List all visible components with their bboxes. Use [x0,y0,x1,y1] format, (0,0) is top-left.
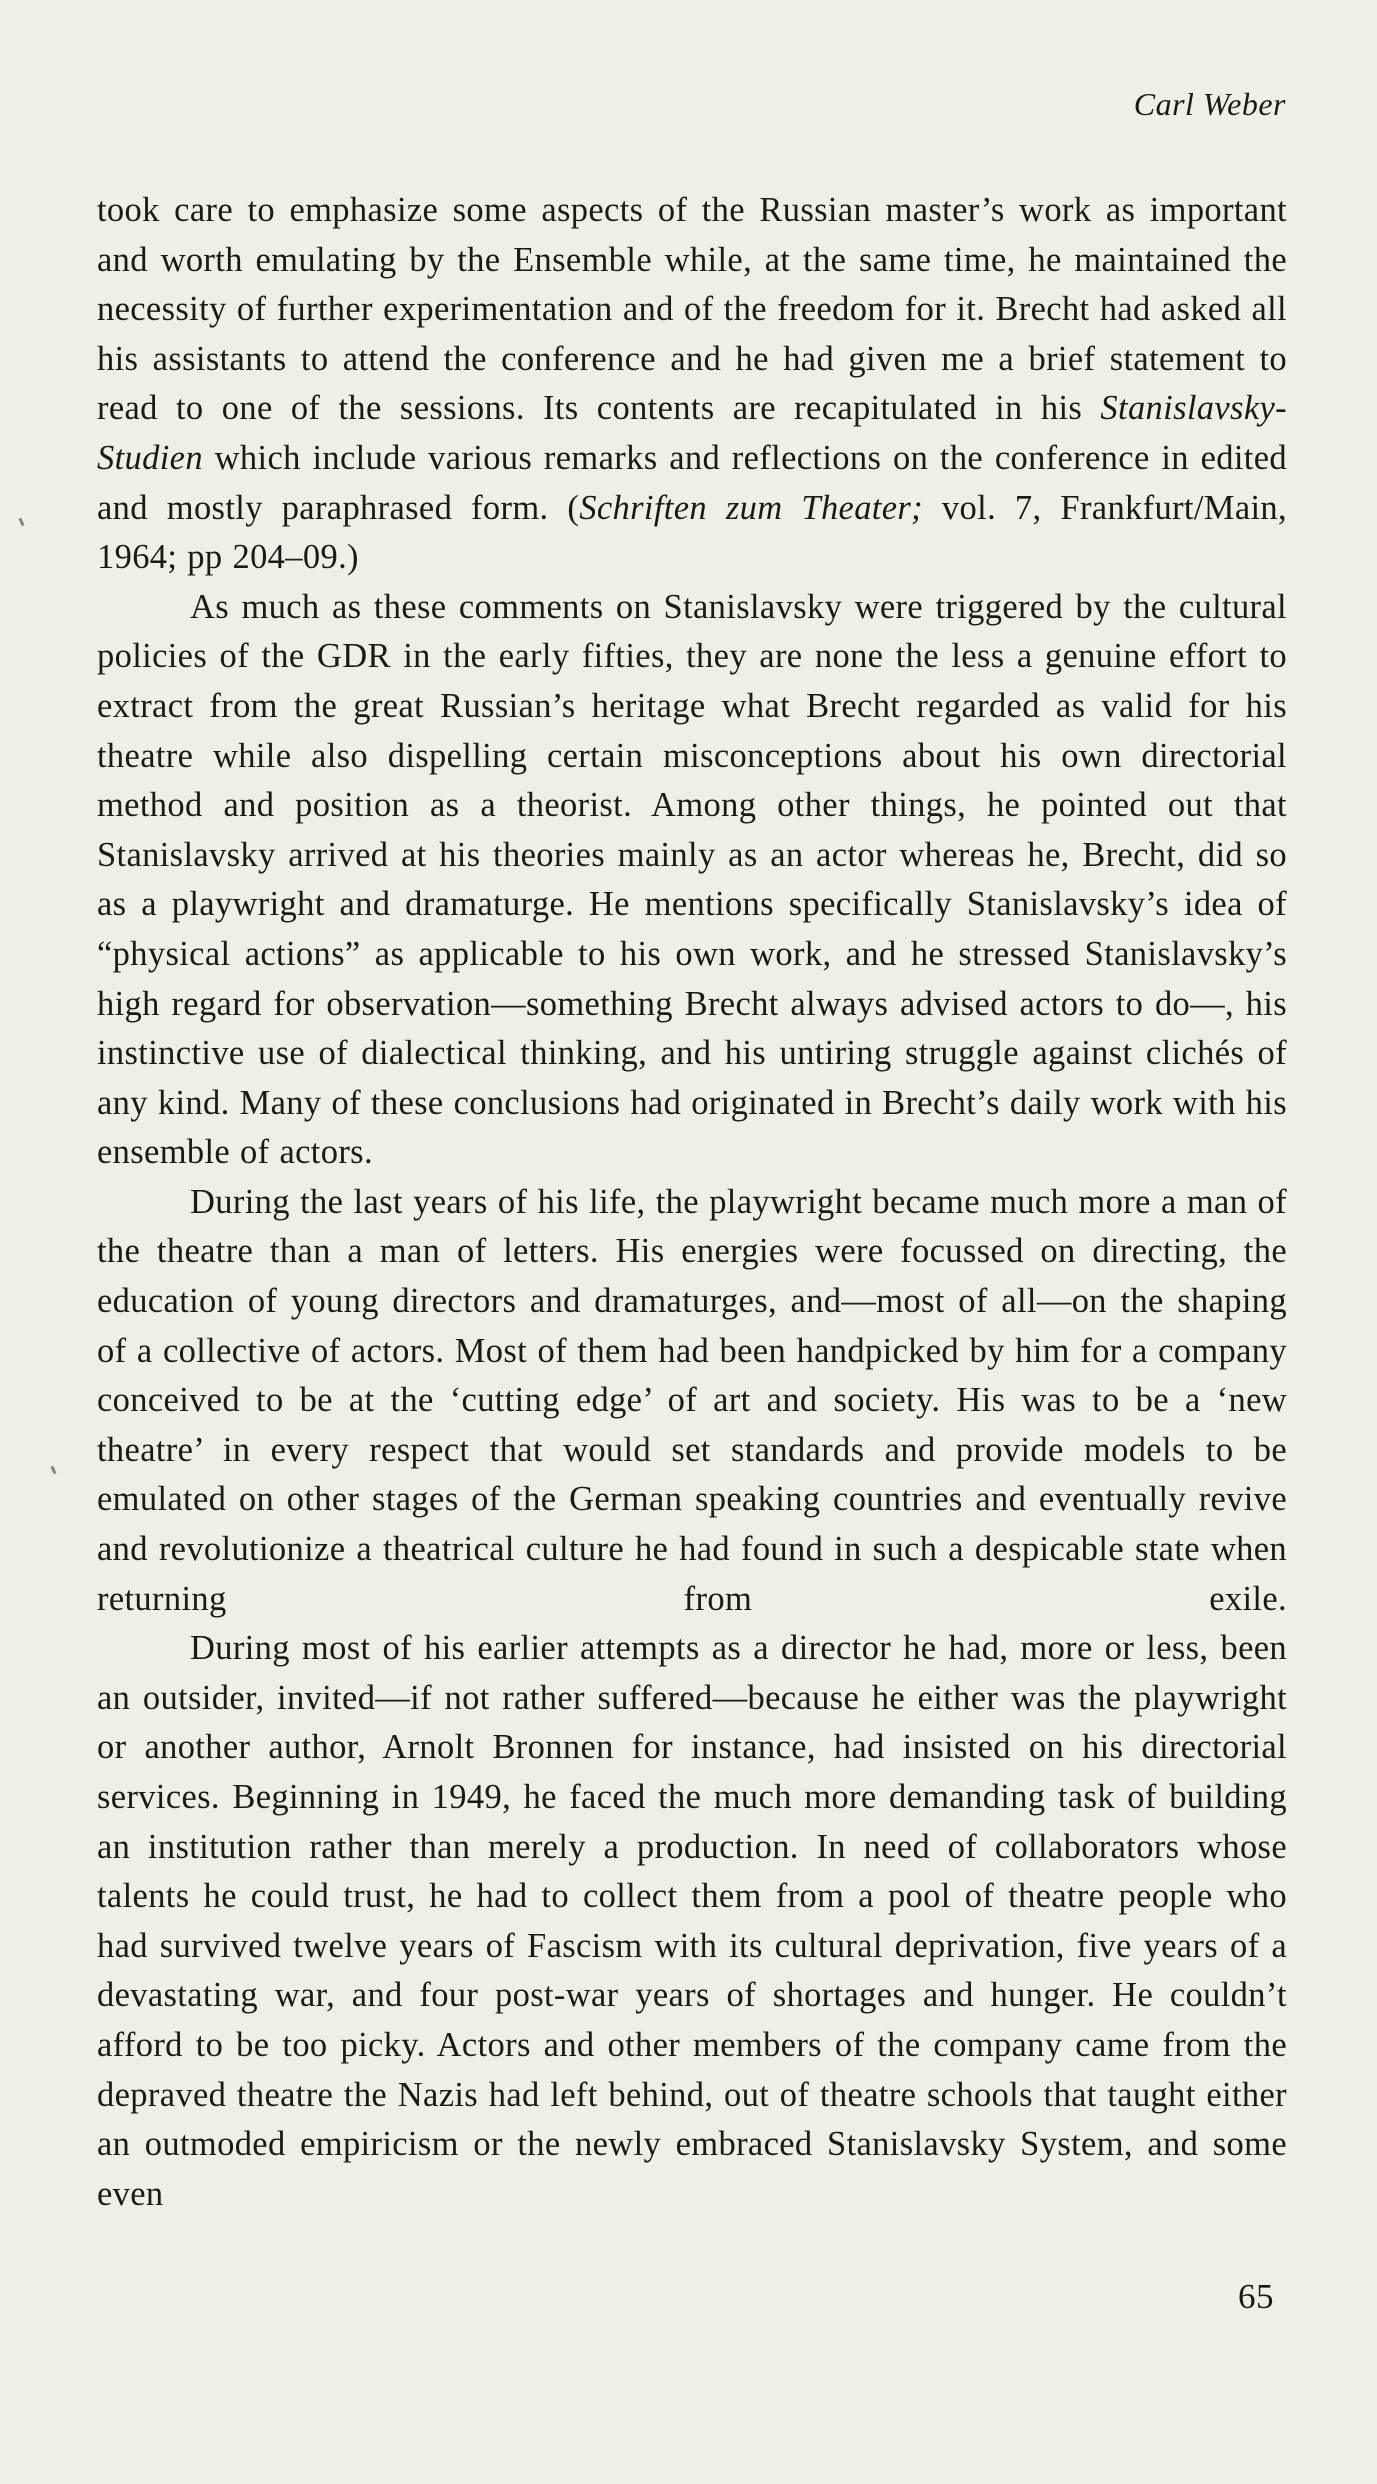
margin-speck [50,1466,56,1475]
citation-text: vol. 7, Frankfurt/Main, 1964; pp 204–09.) [97,488,1287,577]
running-head-author: Carl Weber [1133,86,1286,122]
paragraph-text: took care to emphasize some aspects of the Russian master’s work as important and worth emulating by the Ensemble while, at the same time, he maintained the necessity of further experimentation and of the freedom for it. Brecht had asked all his assistants to attend the conference and he had given me a brief statement to read to one of the sessions. Its contents are recapitulated in his [97,191,1287,428]
paragraph-continuation [97,186,1287,583]
paragraph-last-years: During the last years of his life, the playwright became much more a man of the theatre than a man of letters. His energies were focussed on directing, the education of young directors and dramaturges, and—most of all—on the shaping of a collective of actors. Most of them had been handpicked by him for a company conceived to be at the ‘cutting edge’ of art and society. His was to be a ‘new theatre’ in every respect that would set standards and provide models to be emulated on other stages of the German speaking countries and eventually revive and revolutionize a theatrical culture he had found in such a despicable state when returning from exile. [97,1182,1287,1618]
paragraph-stanislavsky-comments: As much as these comments on Stanislavsky were triggered by the cultural policies of the GDR in the early fifties, they are none the less a genuine effort to extract from the great Russian’s heritage what Brecht regarded as valid for his theatre while also dispelling certain misconceptions about his own directorial method and position as a theorist. Among other things, he pointed out that Stanislavsky arrived at his theories mainly as an actor whereas he, Brecht, did so as a playwright and dramaturge. He mentions specifically Stanislavsky’s idea of “physical actions” as applicable to his own work, and he stressed Stanislavsky’s high regard for observation—something Brecht always advised actors to do—, his instinctive use of dialectical thinking, and his untiring struggle against clichés of any kind. Many of these conclusions had originated in Brecht’s daily work with his ensemble of actors. [97,587,1287,1172]
margin-speck [18,518,24,527]
page-number: 65 [1238,2277,1274,2316]
italic-title-schriften-zum-theater: Schriften zum Theater; [579,488,924,527]
paragraph-text: which include various remarks and reflections on the conference in edited and mostly paraphrased form. ( [97,438,1287,527]
paragraph-earlier-attempts: During most of his earlier attempts as a director he had, more or less, been an outsider, invited—if not rather suffered—because he either was the playwright or another author, Arnolt Bronnen for instance, had insisted on his directorial services. Beginning in 1949, he faced the much more demanding task of building an institution rather than merely a production. In need of collaborators whose talents he could trust, he had to collect them from a pool of theatre people who had survived twelve years of Fascism with its cultural deprivation, five years of a devastating war, and four post-war years of shortages and hunger. He couldn’t afford to be too picky. Actors and other members of the company came from the depraved theatre the Nazis had left behind, out of theatre schools that taught either an outmoded empiricism or the newly embraced Stanislavsky System, and some even [97,1629,1287,2213]
italic-title-stanislavsky-studien: Stanislavsky-Studien [97,389,1287,477]
body-text [97,186,1287,2219]
